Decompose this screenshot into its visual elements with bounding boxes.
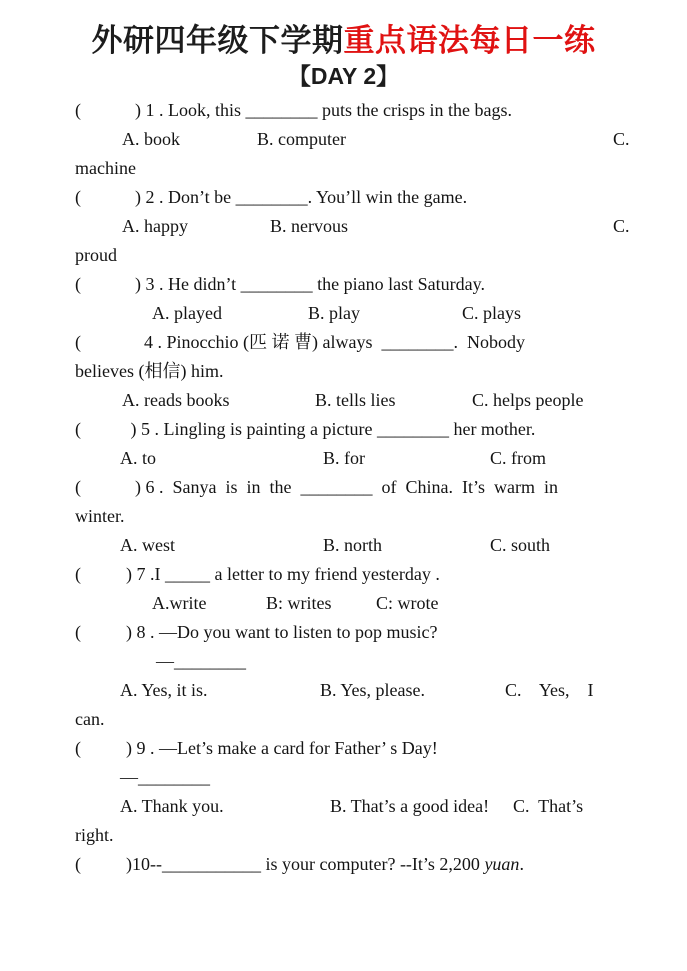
question-6-stem-cont-line (0, 502, 687, 531)
question-3-option-c: C. plays (462, 303, 522, 323)
question-8-option-a: A. Yes, it is. (120, 680, 208, 700)
question-1-option-c-cont: machine (75, 158, 136, 178)
question-10-yuan-italic: yuan (484, 854, 520, 874)
question-7-option-b: B: writes (266, 593, 332, 613)
day-subtitle: 【DAY 2】 (287, 63, 400, 89)
question-5-stem: ( ) 5 . Lingling is painting a picture ________ her mother. (75, 419, 536, 439)
question-6-option-c: C. south (490, 535, 551, 555)
question-8-option-c: C. Yes, I (505, 680, 594, 700)
question-3-options-line (0, 299, 687, 328)
title-red-part: 重点语法每日一练 (343, 23, 596, 58)
question-9-option-b: B. That’s a good idea! (330, 796, 490, 816)
question-9-option-c-cont-line (0, 821, 687, 850)
question-2-stem-line (0, 183, 687, 212)
question-2-option-b: B. nervous (270, 216, 348, 236)
question-6-stem: ( ) 6 . Sanya is in the ________ of China. It’s warm in (75, 477, 558, 497)
question-5-option-a: A. to (120, 448, 156, 468)
question-7-options-line (0, 589, 687, 618)
question-7-stem-line (0, 560, 687, 589)
question-4-stem-cont-line (0, 357, 687, 386)
question-9-option-a: A. Thank you. (120, 796, 224, 816)
page-title (0, 22, 687, 60)
question-8-option-c-cont-line (0, 705, 687, 734)
question-1-option-a: A. book (122, 129, 180, 149)
question-3-option-b: B. play (308, 303, 360, 323)
question-6-option-b: B. north (323, 535, 383, 555)
question-1-option-b: B. computer (257, 129, 346, 149)
question-9-answer-blank: —________ (120, 767, 210, 787)
question-7-stem: ( ) 7 .I _____ a letter to my friend yesterday . (75, 564, 440, 584)
worksheet-header (0, 22, 687, 91)
question-8-stem-line (0, 618, 687, 647)
question-2-option-a: A. happy (122, 216, 188, 236)
question-10-stem-text: ( )10--___________ is your computer? --It’s 2,200 (75, 854, 485, 874)
question-10-stem-period: . (519, 854, 524, 874)
question-9-stem: ( ) 9 . —Let’s make a card for Father’ s Day! (75, 738, 438, 758)
question-4-options-line (0, 386, 687, 415)
question-1-stem: ( ) 1 . Look, this ________ puts the crisps in the bags. (75, 100, 512, 120)
question-2-stem: ( ) 2 . Don’t be ________. You’ll win the game. (75, 187, 468, 207)
question-4-option-c: C. helps people (472, 390, 584, 410)
question-2-option-c: C. (613, 216, 630, 236)
question-4-option-b: B. tells lies (315, 390, 396, 410)
question-10-stem-line (0, 850, 687, 879)
question-7-option-c: C: wrote (376, 593, 439, 613)
question-1-options-line (0, 125, 687, 154)
question-6-option-a: A. west (120, 535, 175, 555)
question-7-option-a: A.write (152, 593, 207, 613)
question-8-answer-blank-line (0, 647, 687, 676)
question-5-options-line (0, 444, 687, 473)
question-4-stem: ( 4 . Pinocchio (匹 诺 曹) always ________. Nobody (75, 332, 525, 352)
question-6-stem-line (0, 473, 687, 502)
question-5-stem-line (0, 415, 687, 444)
question-8-options-line (0, 676, 687, 705)
question-5-option-c: C. from (490, 448, 546, 468)
question-4-option-a: A. reads books (122, 390, 230, 410)
question-1-option-c: C. (613, 129, 630, 149)
question-5-option-b: B. for (323, 448, 365, 468)
title-black-part: 外研四年级下学期 (91, 23, 344, 58)
question-8-stem: ( ) 8 . —Do you want to listen to pop music? (75, 622, 438, 642)
question-2-option-c-cont: proud (75, 245, 117, 265)
question-3-stem: ( ) 3 . He didn’t ________ the piano last Saturday. (75, 274, 485, 294)
question-6-options-line (0, 531, 687, 560)
question-9-options-line (0, 792, 687, 821)
question-1-stem-line (0, 96, 687, 125)
question-8-answer-blank: —________ (156, 651, 246, 671)
question-sheet (0, 96, 687, 879)
question-8-option-c-cont: can. (75, 709, 105, 729)
question-2-option-c-cont-line (0, 241, 687, 270)
question-3-option-a: A. played (152, 303, 222, 323)
question-4-stem-line (0, 328, 687, 357)
question-10-stem (75, 850, 524, 879)
question-9-answer-blank-line (0, 763, 687, 792)
question-1-option-c-cont-line (0, 154, 687, 183)
question-6-stem-cont: winter. (75, 506, 125, 526)
question-2-options-line (0, 212, 687, 241)
question-4-stem-cont: believes (相信) him. (75, 361, 224, 381)
question-3-stem-line (0, 270, 687, 299)
question-9-option-c: C. That’s (513, 796, 584, 816)
question-8-option-b: B. Yes, please. (320, 680, 426, 700)
question-9-option-c-cont: right. (75, 825, 114, 845)
question-9-stem-line (0, 734, 687, 763)
